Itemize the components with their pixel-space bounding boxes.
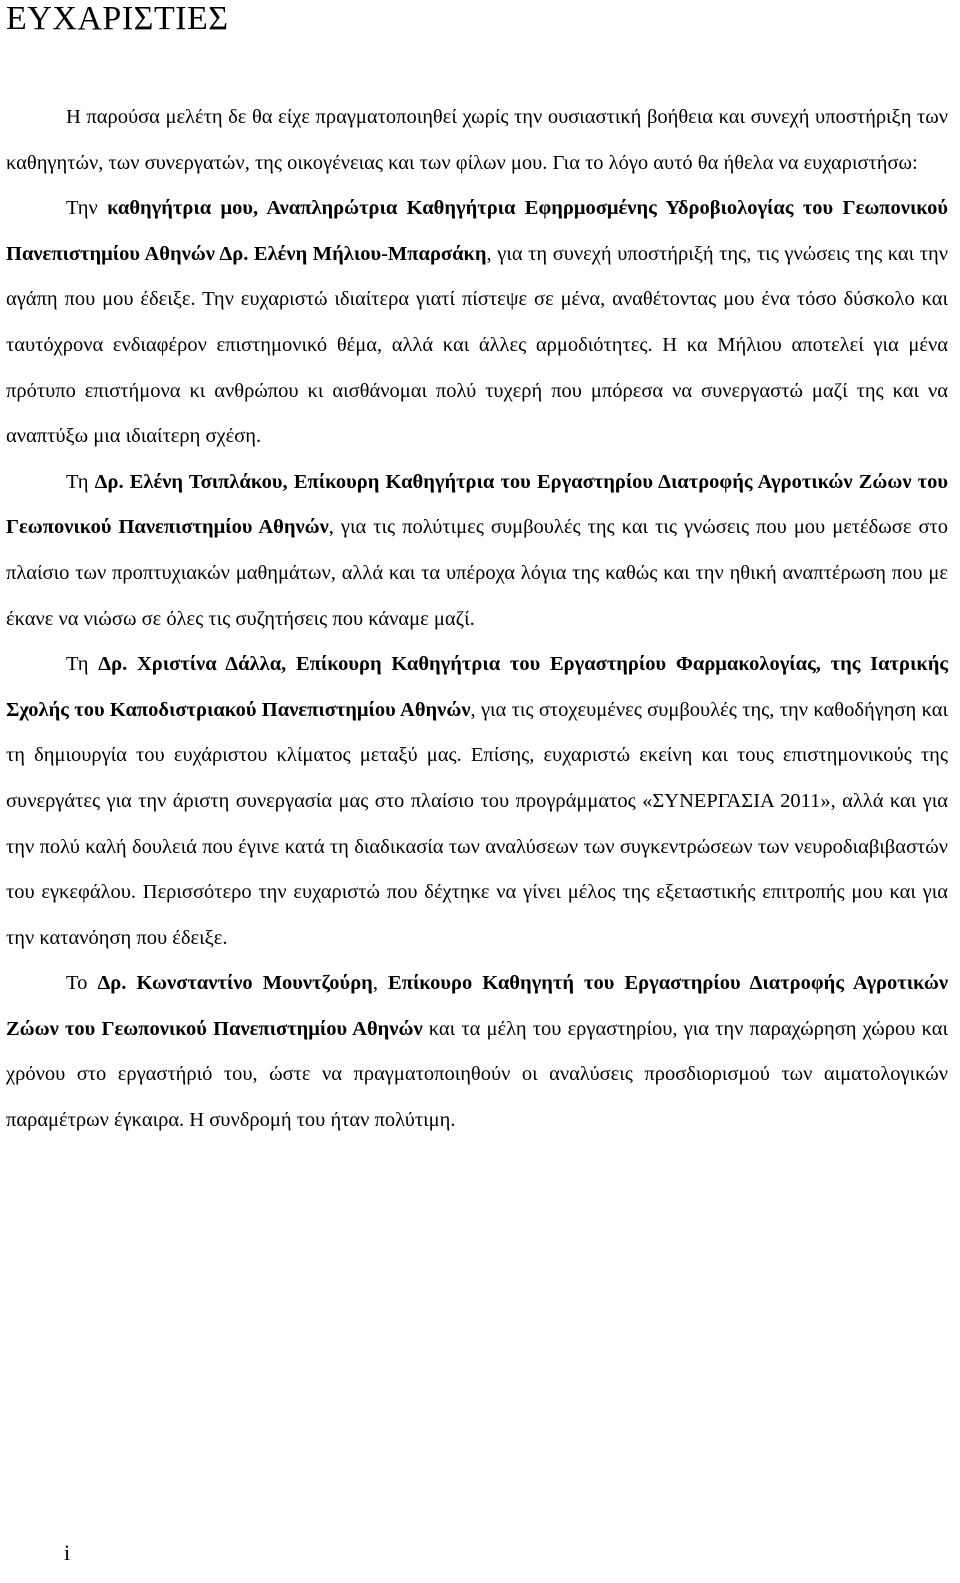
paragraph-dalla bbox=[6, 642, 948, 961]
acknowledgements-body bbox=[6, 95, 948, 1144]
bold-name-title: Δρ. Ελένη Τσιπλάκου, Επίκουρη Καθηγήτρια του Εργαστηρίου Διατροφής Αγροτικών Ζώων του Γεωπονικού Πανεπιστημίου Αθηνών bbox=[6, 470, 949, 539]
paragraph-text: Το bbox=[66, 972, 98, 995]
paragraph-text: Η παρούσα μελέτη δε θα είχε πραγματοποιηθεί χωρίς την ουσιαστική βοήθεια και συνεχή υποστήριξη των καθηγητών, των συνεργατών, της οικογένειας και των φίλων μου. Για το λόγο αυτό θα ήθελα να ευχαριστήσω: bbox=[6, 106, 948, 174]
paragraph-text: , για τις στοχευμένες συμβουλές της, την καθοδήγηση και τη δημιουργία του ευχάριστου κλίματος μεταξύ μας. Επίσης, ευχαριστώ εκείνη και τους επιστημονικούς της συνεργάτες για την άριστη συνεργασία μας στο πλαίσιο του προγράμματος «ΣΥΝΕΡΓΑΣΙΑ 2011», αλλά και για την πολύ καλή δουλειά που έγινε κατά τη διαδικασία των αναλύσεων των συγκεντρώσεων των νευροδιαβιβαστών του εγκεφάλου. Περισσότερο την ευχαριστώ που δέχτηκε να γίνει μέλος της εξεταστικής επιτροπής μου και για την κατανόηση που έδειξε. bbox=[6, 698, 949, 949]
bold-name-title: καθηγήτρια μου, Αναπληρώτρια Καθηγήτρια Εφηρμοσμένης Υδροβιολογίας του Γεωπονικού Πανεπιστημίου Αθηνών Δρ. Ελένη Μήλιου-Μπαρσάκη bbox=[6, 197, 948, 265]
paragraph-text: , για τη συνεχή υποστήριξή της, τις γνώσεις της και την αγάπη που μου έδειξε. Την ευχαριστώ ιδιαίτερα γιατί πίστεψε σε μένα, αναθέτοντας μου ένα τόσο δύσκολο και ταυτόχρονα ενδιαφέρον επιστημονικό θέμα, αλλά και άλλες αρμοδιότητες. Η κα Μήλιου αποτελεί για μένα πρότυπο επιστήμονα κι ανθρώπου κι αισθάνομαι πολύ τυχερή που μπόρεσα να συνεργαστώ μαζί της και να αναπτύξω μια ιδιαίτερη σχέση. bbox=[6, 242, 948, 448]
paragraph-mountzouris bbox=[6, 961, 948, 1143]
bold-name: Δρ. Κωνσταντίνο Μουντζούρη bbox=[97, 972, 373, 995]
paragraph-intro bbox=[6, 95, 948, 186]
paragraph-text: και τα μέλη του εργαστηρίου, για την παραχώρηση χώρου και χρόνου στο εργαστήριό του, ώστε να πραγματοποιηθούν οι αναλύσεις προσδιορισμού των αιματολογικών παραμέτρων έγκαιρα. Η συνδρομή του ήταν πολύτιμη. bbox=[6, 1017, 948, 1132]
page-title: ΕΥΧΑΡΙΣΤΙΕΣ bbox=[6, 0, 229, 37]
page-number: i bbox=[64, 1540, 71, 1565]
paragraph-miliou bbox=[6, 186, 948, 460]
paragraph-text: , bbox=[372, 972, 389, 995]
paragraph-text: , για τις πολύτιμες συμβουλές της και τις γνώσεις που μου μετέδωσε στο πλαίσιο των προπτυχιακών μαθημάτων, αλλά και τα υπέροχα λόγια της καθώς και την ηθική αναπτέρωση που με έκανε να νιώσω σε όλες τις συζητήσεις που κάναμε μαζί. bbox=[6, 516, 949, 630]
paragraph-tsiplakou bbox=[6, 460, 948, 642]
bold-name-title: Δρ. Χριστίνα Δάλλα, Επίκουρη Καθηγήτρια του Εργαστηρίου Φαρμακολογίας, της Ιατρικής Σχολής του Καποδιστριακού Πανεπιστημίου Αθηνών bbox=[6, 653, 948, 721]
paragraph-text: Τη bbox=[66, 470, 95, 493]
bold-title: Επίκουρο Καθηγητή του Εργαστηρίου Διατροφής Αγροτικών Ζώων του Γεωπονικού Πανεπιστημίου Αθηνών bbox=[6, 972, 948, 1040]
paragraph-text: Την bbox=[66, 197, 108, 220]
paragraph-text: Τη bbox=[66, 653, 99, 676]
